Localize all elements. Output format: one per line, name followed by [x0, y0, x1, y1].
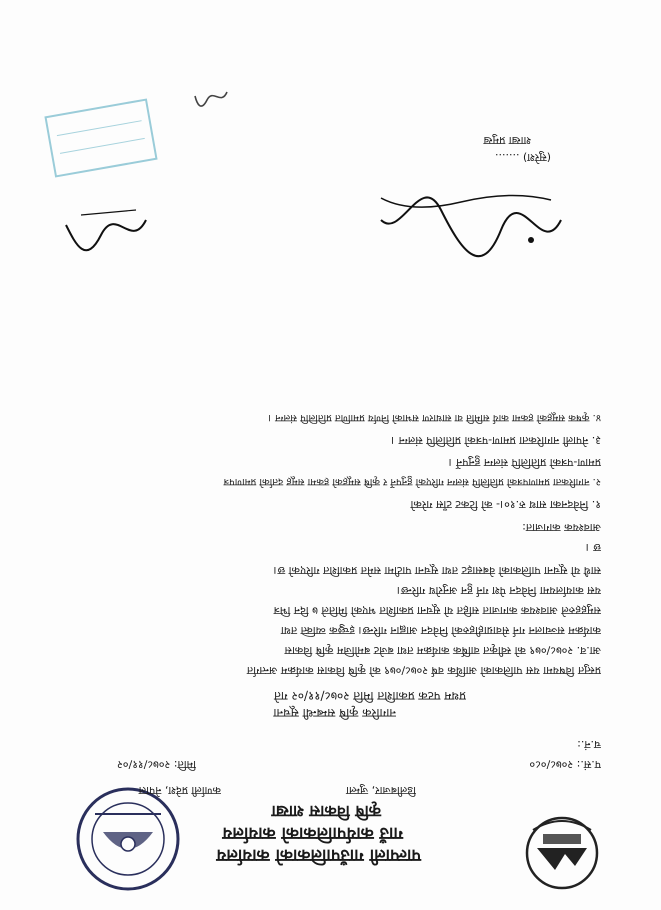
- receipt-stamp: [41, 95, 161, 181]
- initials-mark: [61, 200, 151, 260]
- subject-line-2: प्रथम पटक प्रकाशित मिति २०७८/११/०२ गते: [274, 689, 466, 703]
- unit-title: गाउँ कार्यपालिकाको कार्यालय: [222, 823, 403, 843]
- body-line: यस कार्यालयमा निवेदन पेश गर्न हुन अनुरोध गरिन्छ।: [396, 584, 601, 597]
- signature-title: शाखा प्रमुख: [483, 134, 531, 147]
- address-left: डिलीबजार, जुम्ला: [346, 784, 416, 797]
- dispatch-number: च.नं.:: [577, 738, 601, 751]
- reference-number: प.सं.: २०७८/०८०: [529, 758, 601, 771]
- list-item: प्रमाण-पत्रको प्रतिलिपि संलग्न हुनुपर्ने ।: [448, 456, 601, 469]
- body-line: समुहहरुले आवश्यक कागजात सहित यो सूचना प्रकाशित भएको मितिले ७ दिन भित्र: [273, 604, 601, 617]
- office-title: पाल्पाली गाउँपालिकाको कार्यालय: [216, 845, 421, 865]
- body-line: प्रस्तुत विषयमा यस पालिकाको आर्थिक वर्ष २०७८/०७९ को कृषि विकास कार्यक्रम अन्तर्गत: [246, 664, 601, 677]
- requirements-label: आवश्यक कागजात:: [522, 521, 601, 534]
- subject-line-1: नागरिक कृषि सम्बन्धी सूचना: [273, 706, 396, 720]
- government-emblem: [523, 814, 601, 892]
- address-right: कर्णाली प्रदेश, नेपाल: [138, 784, 221, 797]
- signature-name: (सुरेश) .......: [495, 151, 551, 164]
- list-item: १. निवेदनका साथ रु.१०।- को टिकट टाँस गरेको: [410, 498, 601, 511]
- list-item: ३. नेपाली नागरिकता प्रमाण-पत्रको प्रतिलिपि संलग्न ।: [390, 434, 601, 447]
- body-line: आ.व. २०७८/०७९ को स्वीकृत वार्षिक कार्यक्रम तथा बजेट बमोजिम कृषि विकास: [284, 644, 601, 657]
- office-seal-stamp: [73, 784, 183, 894]
- document-date: मिति: २०७८/११/०२: [117, 758, 196, 771]
- section-label: छ ।: [585, 541, 601, 554]
- corner-mark: [191, 86, 231, 110]
- handwritten-signature: [371, 170, 571, 270]
- list-item: ४. कृषक समूहको हकमा कार्य समिति वा साधारण सभाको निर्णय प्रमाणित प्रतिलिपि संलग्न ।: [268, 412, 601, 423]
- branch-title: कृषि विकास शाखा: [271, 802, 381, 821]
- body-line: साथै यो सूचना पालिकाको वेबसाइट तथा सूचना पाटीमा समेत प्रकाशित गरिएको छ।: [273, 564, 601, 577]
- body-line: कार्यक्रम सञ्चालन गर्न सेवाग्राहीहरुको निवेदन आह्वान गरिन्छ। इच्छुक व्यक्ति तथा: [280, 624, 601, 637]
- list-item: २. नागरिकता प्रमाणपत्रको प्रतिलिपि संलग्न गरिएको हुनुपर्ने र कृषि समूहको हकमा समूह दर्ताको प्रमाणपत्र: [223, 476, 601, 487]
